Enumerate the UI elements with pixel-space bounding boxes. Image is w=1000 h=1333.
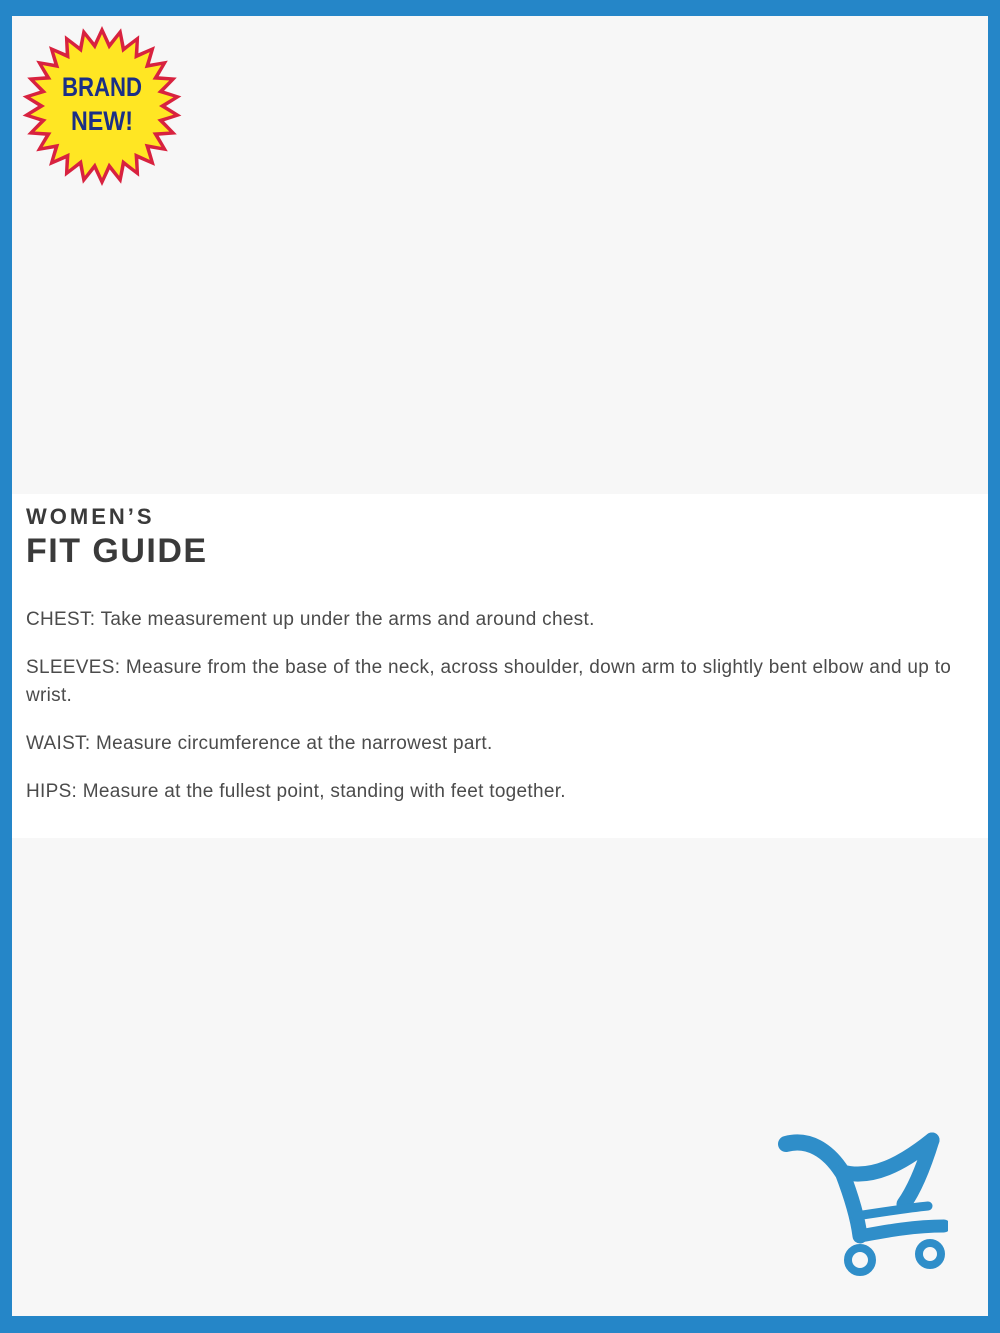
cart-wheel-left xyxy=(848,1248,872,1272)
measurement-list xyxy=(26,606,966,826)
cart-basket-back xyxy=(842,1172,860,1236)
badge-line-2: NEW! xyxy=(71,106,133,136)
measurement-chest: CHEST: Take measurement up under the arms and around chest. xyxy=(26,609,595,630)
measurement-hips: HIPS: Measure at the fullest point, standing with feet together. xyxy=(26,781,566,802)
cart-basket-bottom xyxy=(856,1206,928,1216)
brand-new-badge xyxy=(20,24,184,188)
cart-handle xyxy=(786,1142,842,1172)
guide-title: FIT GUIDE xyxy=(26,532,208,570)
cart-wheel-right xyxy=(919,1243,941,1265)
starburst-icon xyxy=(20,24,184,188)
shopping-cart-icon xyxy=(772,1128,948,1278)
cart-logo xyxy=(772,1128,948,1278)
fit-guide-panel xyxy=(12,494,988,838)
guide-kicker: WOMEN’S xyxy=(26,504,155,529)
measurement-waist: WAIST: Measure circumference at the narrowest part. xyxy=(26,733,493,754)
measurement-sleeves: SLEEVES: Measure from the base of the neck, across shoulder, down arm to slightly bent elbow and up to wrist. xyxy=(26,657,952,706)
badge-line-1: BRAND xyxy=(62,72,142,102)
cart-base xyxy=(860,1226,944,1236)
